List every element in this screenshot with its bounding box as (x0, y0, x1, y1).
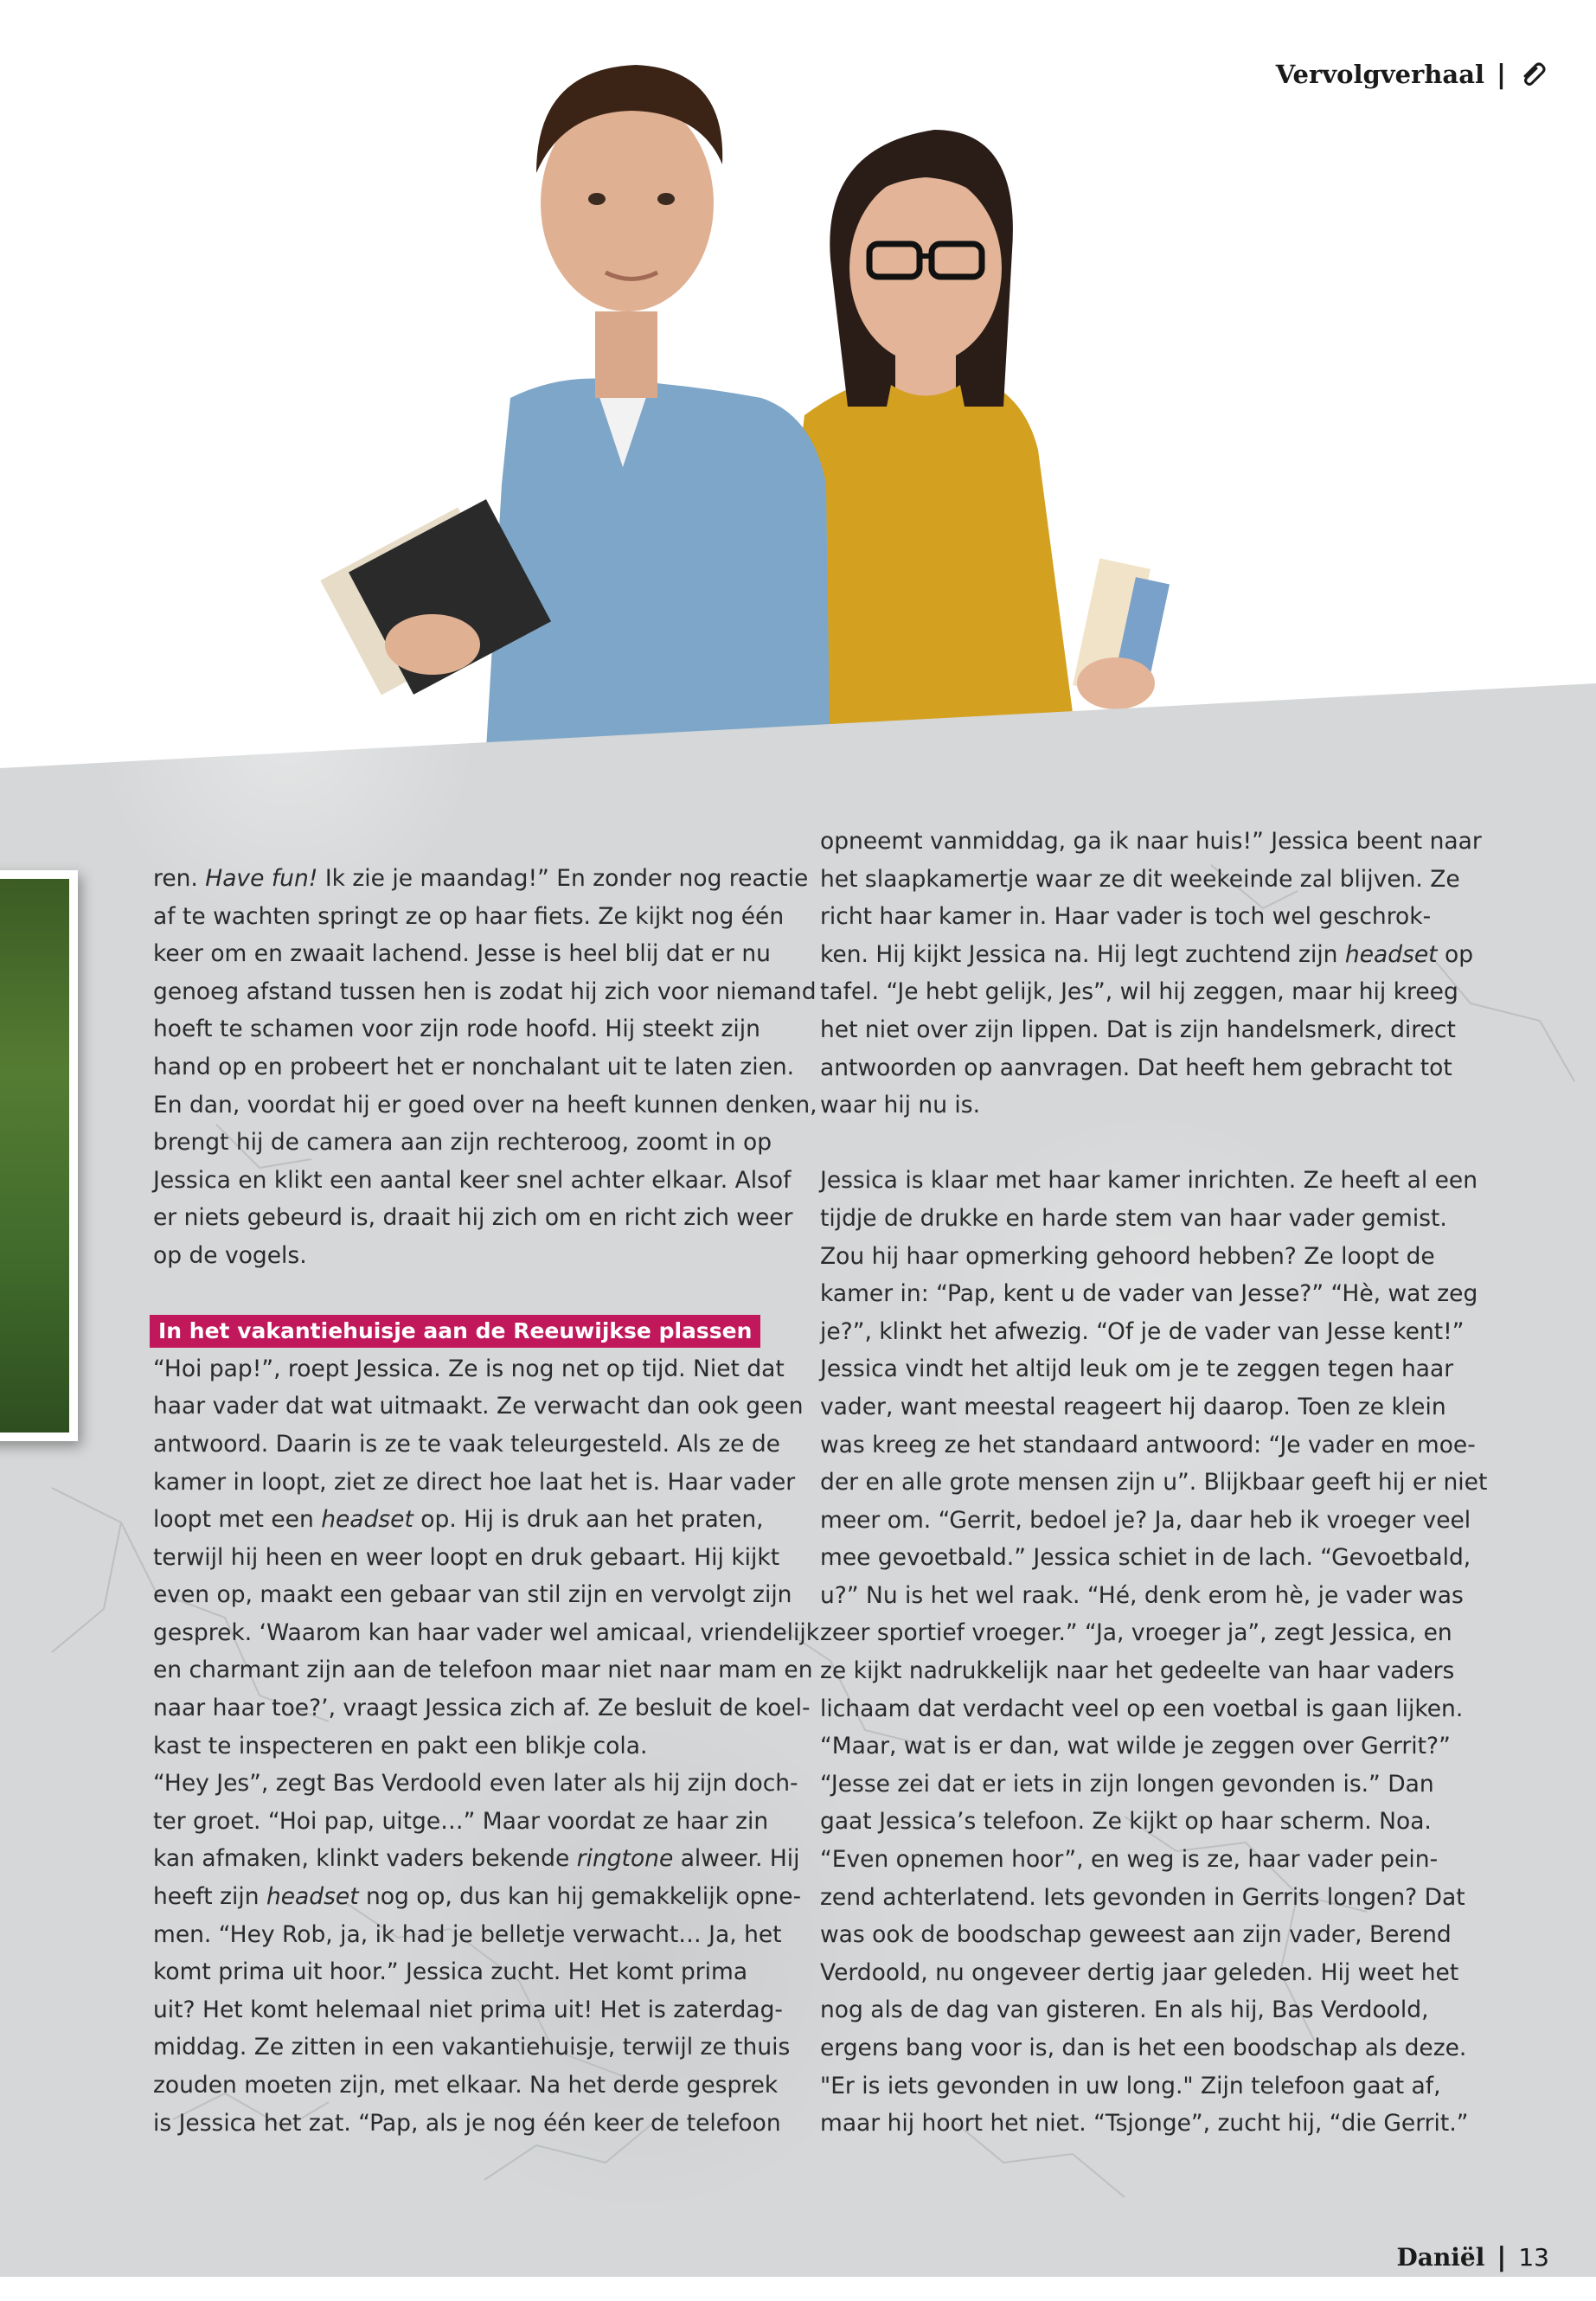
text-line: tijdje de drukke en harde stem van haar vader gemist. (820, 1204, 1447, 1232)
text-line: meer om. “Gerrit, bedoel je? Ja, daar heb ik vroeger veel (820, 1506, 1471, 1534)
text-line: En dan, voordat hij er goed over na heeft kunnen denken, (153, 1091, 817, 1118)
text-line: heeft zijn headset nog op, dus kan hij gemakkelijk opne- (153, 1883, 802, 1911)
text-line: er niets gebeurd is, draait hij zich om en richt zich weer (153, 1204, 793, 1232)
text-line: antwoord. Daarin is ze te vaak teleurgesteld. Als ze de (153, 1430, 780, 1458)
text-line: het slaapkamertje waar ze dit weekeinde zal blijven. Ze (820, 865, 1460, 893)
text-line: ken. Hij kijkt Jessica na. Hij legt zuchtend zijn headset op (820, 940, 1474, 968)
text-line: opneemt vanmiddag, ga ik naar huis!” Jessica beent naar (820, 828, 1482, 855)
students-photo (0, 0, 1596, 779)
text-line: terwijl hij heen en weer loopt en druk gebaart. Hij kijkt (153, 1543, 780, 1571)
text-line: kamer in loopt, ziet ze direct hoe laat het is. Haar vader (153, 1468, 796, 1496)
text-line: nog als de dag van gisteren. En als hij, Bas Verdoold, (820, 1997, 1429, 2024)
text-line: gaat Jessica’s telefoon. Ze kijkt op haar scherm. Noa. (820, 1808, 1432, 1836)
footer-separator: | (1497, 2242, 1507, 2272)
page-number: 13 (1518, 2243, 1549, 2272)
right-column (820, 823, 1488, 2143)
text-line: “Jesse zei dat er iets in zijn longen gevonden is.” Dan (820, 1770, 1434, 1798)
magazine-name: Daniël (1396, 2243, 1485, 2272)
section-title: Vervolgverhaal (1275, 60, 1485, 89)
text-line: tafel. “Je hebt gelijk, Jes”, wil hij zeggen, maar hij kreeg (820, 978, 1458, 1006)
text-line: gesprek. ‘Waarom kan haar vader wel amicaal, vriendelijk (153, 1618, 820, 1646)
text-line: Jessica is klaar met haar kamer inrichten. Ze heeft al een (820, 1167, 1478, 1195)
left-column (153, 860, 820, 2142)
text-line: kamer in: “Pap, kent u de vader van Jesse?” “Hè, wat zeg (820, 1280, 1478, 1308)
text-line: ren. Have fun! Ik zie je maandag!” En zonder nog reactie (153, 865, 809, 892)
text-line: even op, maakt een gebaar van stil zijn en vervolgt zijn (153, 1581, 792, 1609)
text-line: af te wachten springt ze op haar fiets. Ze kijkt nog één (153, 902, 785, 930)
text-line: haar vader dat wat uitmaakt. Ze verwacht dan ook geen (153, 1393, 804, 1420)
text-line: ter groet. “Hoi pap, uitge…” Maar voordat ze haar zin (153, 1807, 769, 1835)
text-line: op de vogels. (153, 1241, 307, 1269)
green-photo-edge (0, 870, 78, 1441)
text-line: je?”, klinkt het afwezig. “Of je de vader van Jesse kent!” (820, 1317, 1465, 1345)
text-line: “Even opnemen hoor”, en weg is ze, haar vader pein- (820, 1846, 1439, 1874)
left-paragraph-1 (153, 860, 817, 1275)
subheading-line (153, 1312, 793, 1350)
right-paragraph-1 (820, 823, 1482, 1125)
paperclip-icon (1518, 59, 1549, 90)
text-line: is Jessica het zat. “Pap, als je nog één keer de telefoon (153, 2109, 781, 2137)
text-line: maar hij hoort het niet. “Tsjonge”, zucht hij, “die Gerrit.” (820, 2110, 1469, 2138)
page-footer (1397, 2242, 1549, 2272)
text-line: “Hey Jes”, zegt Bas Verdoold even later als hij zijn doch- (153, 1770, 798, 1798)
subheading: In het vakantiehuisje aan de Reeuwijkse plassen (150, 1315, 760, 1348)
text-line: uit? Het komt helemaal niet prima uit! Het is zaterdag- (153, 1996, 783, 2023)
text-line: middag. Ze zitten in een vakantiehuisje, terwijl ze thuis (153, 2034, 791, 2061)
left-paragraph-2 (153, 1350, 820, 2142)
text-line: kan afmaken, klinkt vaders bekende ringtone alweer. Hij (153, 1845, 800, 1873)
text-line: Jessica vindt het altijd leuk om je te zeggen tegen haar (820, 1356, 1454, 1383)
text-line: genoeg afstand tussen hen is zodat hij zich voor niemand (153, 977, 817, 1005)
text-line: keer om en zwaait lachend. Jesse is heel blij dat er nu (153, 940, 771, 968)
text-line: “Maar, wat is er dan, wat wilde je zeggen over Gerrit?” (820, 1733, 1451, 1760)
text-line: zouden moeten zijn, met elkaar. Na het derde gesprek (153, 2072, 779, 2099)
text-line: waar hij nu is. (820, 1092, 981, 1119)
two-students-with-books-image (0, 0, 1596, 779)
text-line: richt haar kamer in. Haar vader is toch wel geschrok- (820, 903, 1432, 931)
text-line: brengt hij de camera aan zijn rechteroog, zoomt in op (153, 1129, 772, 1157)
text-line: der en alle grote mensen zijn u”. Blijkbaar geeft hij er niet (820, 1469, 1488, 1497)
text-line: lichaam dat verdacht veel op een voetbal is gaan lijken. (820, 1695, 1464, 1722)
text-line: en charmant zijn aan de telefoon maar niet naar mam en (153, 1657, 813, 1684)
text-line: zeer sportief vroeger.” “Ja, vroeger ja”, zegt Jessica, en (820, 1619, 1452, 1647)
text-line: u?” Nu is het wel raak. “Hé, denk erom hè, je vader was (820, 1581, 1464, 1609)
text-line: loopt met een headset op. Hij is druk aan het praten, (153, 1506, 764, 1534)
header-separator: | (1497, 59, 1506, 90)
text-line: zend achterlatend. Iets gevonden in Gerrits longen? Dat (820, 1883, 1465, 1911)
text-line: kast te inspecteren en pakt een blikje cola. (153, 1732, 648, 1759)
text-line: Jessica en klikt een aantal keer snel achter elkaar. Alsof (153, 1166, 792, 1194)
text-line: mee gevoetbald.” Jessica schiet in de lach. “Gevoetbald, (820, 1544, 1471, 1572)
text-line: naar haar toe?’, vraagt Jessica zich af. Ze besluit de koel- (153, 1695, 811, 1722)
text-line: ergens bang voor is, dan is het een boodschap als deze. (820, 2035, 1467, 2061)
text-line: vader, want meestal reageert hij daarop. Toen ze klein (820, 1393, 1446, 1420)
text-line: komt prima uit hoor.” Jessica zucht. Het komt prima (153, 1958, 748, 1986)
text-line: hoeft te schamen voor zijn rode hoofd. Hij steekt zijn (153, 1016, 760, 1043)
text-line: "Er is iets gevonden in uw long." Zijn telefoon gaat af, (820, 2072, 1441, 2099)
text-line: “Hoi pap!”, roept Jessica. Ze is nog net op tijd. Niet dat (153, 1355, 785, 1382)
text-line: Verdoold, nu ongeveer dertig jaar geleden. Hij weet het (820, 1958, 1459, 1986)
text-line: ze kijkt nadrukkelijk naar het gedeelte van haar vaders (820, 1657, 1455, 1685)
text-line: men. “Hey Rob, ja, ik had je belletje verwacht… Ja, het (153, 1920, 782, 1948)
text-line: antwoorden op aanvragen. Dat heeft hem gebracht tot (820, 1054, 1452, 1081)
page-header (1276, 57, 1549, 92)
text-line: was ook de boodschap geweest aan zijn vader, Berend (820, 1921, 1452, 1949)
text-line: Zou hij haar opmerking gehoord hebben? Ze loopt de (820, 1242, 1435, 1270)
text-line: hand op en probeert het er nonchalant uit te laten zien. (153, 1053, 795, 1080)
text-line: was kreeg ze het standaard antwoord: “Je vader en moe- (820, 1431, 1476, 1458)
right-paragraph-2 (820, 1162, 1488, 2142)
text-line: het niet over zijn lippen. Dat is zijn handelsmerk, direct (820, 1016, 1456, 1043)
